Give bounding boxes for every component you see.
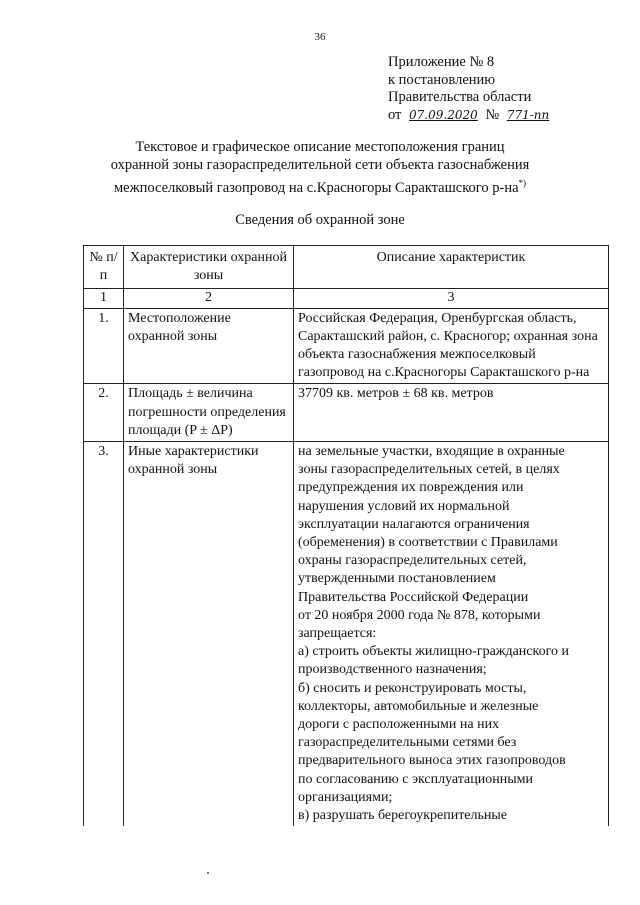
description-line: предварительного выноса этих газопроводов (298, 753, 566, 769)
table-header-row (84, 246, 609, 289)
description-line: от 20 ноября 2000 года № 878, которыми (298, 607, 541, 623)
column-number: 3 (294, 289, 609, 308)
description-line: (обременения) в соответствии с Правилами (298, 535, 558, 551)
row-description: 37709 кв. метров ± 68 кв. метров (294, 384, 609, 442)
protection-zone-table (83, 245, 609, 826)
description-line: производственного назначения; (298, 662, 487, 678)
title-line-3-text: межпоселковый газопровод на с.Красногоры Саракташского р-на (113, 179, 519, 196)
page-number: 36 (314, 31, 326, 43)
column-number: 2 (124, 289, 294, 308)
title-line-1: Текстовое и графическое описание местоположения границ (135, 139, 505, 155)
description-line: организациями; (298, 789, 393, 805)
description-line: газораспределительными сетями без (298, 735, 517, 751)
header-description: Описание характеристик (294, 246, 609, 289)
handwritten-number: 771-пп (506, 107, 550, 122)
handwritten-date: 07.09.2020 (409, 107, 478, 122)
description-line: зоны газораспределительных сетей, в целях (298, 462, 560, 478)
table-row (84, 442, 609, 827)
description-line: на земельные участки, входящие в охранные (298, 444, 565, 460)
appendix-line-2: к постановлению (388, 71, 496, 88)
document-title (90, 138, 550, 197)
appendix-header (388, 54, 553, 124)
scan-speck (207, 872, 209, 874)
description-line: охраны газораспределительных сетей, (298, 553, 527, 569)
column-number: 1 (84, 289, 124, 308)
description-line: в) разрушать берегоукрепительные (298, 808, 508, 824)
table-row (84, 308, 609, 384)
row-description (294, 442, 609, 827)
column-numbers-row (84, 289, 609, 308)
row-characteristic: Местоположение охранной зоны (124, 308, 294, 384)
title-line-3 (90, 174, 550, 197)
title-line-2: охранной зоны газораспределительной сети объекта газоснабжения (110, 157, 530, 173)
section-title: Сведения об охранной зоне (235, 212, 405, 228)
row-characteristic: Иные характеристики охранной зоны (124, 442, 294, 827)
footnote-mark: *) (518, 178, 527, 188)
description-line: по согласованию с эксплуатационными (298, 771, 533, 787)
header-number: № п/п (84, 246, 124, 289)
row-number: 2. (84, 384, 124, 442)
description-line: б) сносить и реконструировать мосты, (298, 680, 527, 696)
row-characteristic: Площадь ± величина погрешности определения площади (P ± ΔP) (124, 384, 294, 442)
description-line: коллекторы, автомобильные и железные (298, 698, 539, 714)
row-description: Российская Федерация, Оренбургская область, Саракташский район, с. Красногор; охранная зона объекта газоснабжения межпоселковый газопровод на с.Красногоры Саракташского р-на (294, 308, 609, 384)
table-row (84, 384, 609, 442)
description-line: запрещается: (298, 626, 377, 642)
description-line: а) строить объекты жилищно-гражданского и (298, 644, 569, 660)
row-number: 3. (84, 442, 124, 827)
description-line: предупреждения их повреждения или (298, 480, 524, 496)
description-line: утвержденными постановлением (298, 571, 496, 587)
appendix-line-3: Правительства области (388, 89, 532, 105)
description-line: эксплуатации налагаются ограничения (298, 516, 530, 532)
date-prefix: от (388, 106, 402, 123)
row-number: 1. (84, 308, 124, 384)
appendix-date-line (388, 107, 553, 125)
number-prefix: № (485, 106, 500, 123)
description-line: нарушения условий их нормальной (298, 498, 510, 514)
description-line: дороги с расположенными на них (298, 717, 500, 733)
description-line: Правительства Российской Федерации (298, 589, 529, 605)
header-characteristic: Характеристики охранной зоны (124, 246, 294, 289)
appendix-line-1: Приложение № 8 (388, 54, 495, 70)
